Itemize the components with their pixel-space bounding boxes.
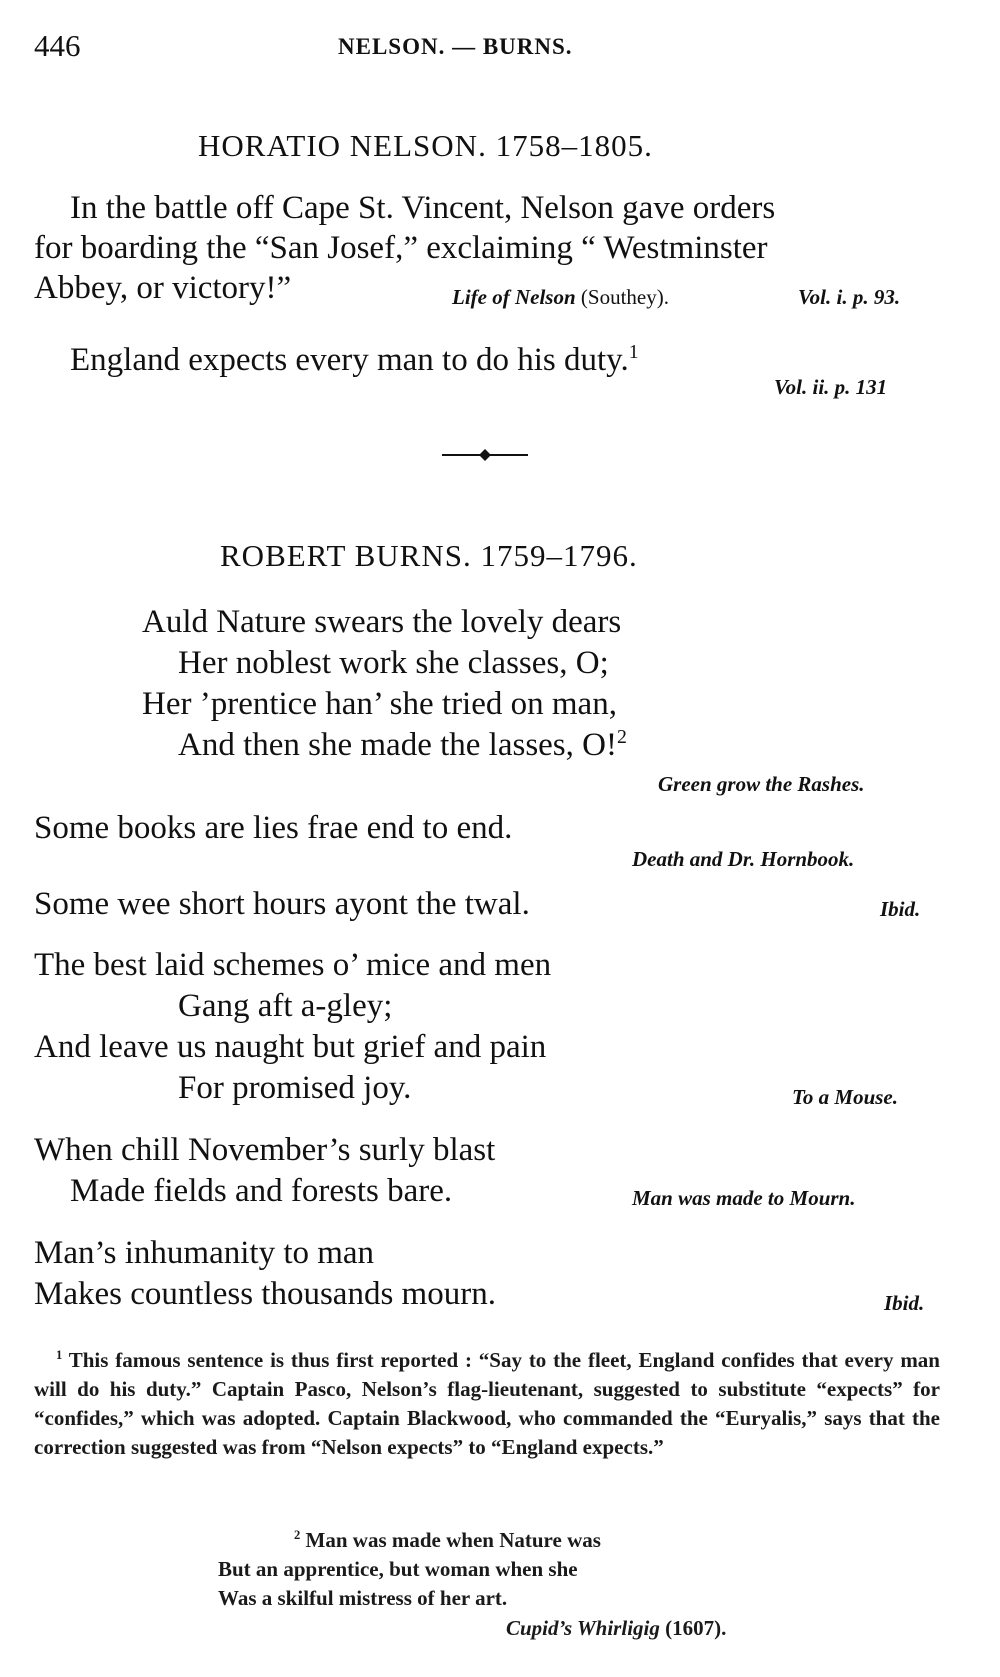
- footnote-2-citation: [506, 1614, 726, 1643]
- burns-q1-line4: [178, 725, 627, 765]
- ornamental-divider: [440, 448, 530, 462]
- footnote-2-line2: But an apprentice, but woman when she: [218, 1557, 578, 1581]
- burns-q1-line4-text: And then she made the lasses, O!: [178, 727, 617, 763]
- nelson-para1-reference: Vol. i. p. 93.: [798, 285, 901, 309]
- burns-q4-line3: And leave us naught but grief and pain: [34, 1029, 547, 1065]
- burns-q5-line2: Made fields and forests bare.: [70, 1173, 453, 1209]
- burns-q3-citation: Ibid.: [880, 897, 921, 921]
- burns-q2-citation: Death and Dr. Hornbook.: [632, 847, 855, 871]
- burns-q5-citation: Man was made to Mourn.: [632, 1186, 856, 1210]
- nelson-para1-line2: for boarding the “San Josef,” exclaiming “ Westminster: [34, 230, 768, 266]
- footnote-2-mark: 2: [294, 1528, 301, 1542]
- section-heading-burns: ROBERT BURNS. 1759–1796.: [220, 538, 638, 573]
- burns-q4-line1: The best laid schemes o’ mice and men: [34, 947, 552, 983]
- burns-q1-line3: Her ’prentice han’ she tried on man,: [142, 686, 617, 722]
- section-heading-nelson: HORATIO NELSON. 1758–1805.: [198, 128, 653, 163]
- burns-q2: Some books are lies frae end to end.: [34, 810, 513, 846]
- burns-q6-citation: Ibid.: [884, 1291, 925, 1315]
- footnote-2-cite-title: Cupid’s Whirligig: [506, 1616, 660, 1640]
- footnote-marker-1: 1: [628, 341, 639, 363]
- nelson-para1-line3: Abbey, or victory!”: [34, 270, 292, 306]
- cite-author: (Southey).: [580, 285, 669, 309]
- burns-q4-line4: For promised joy.: [178, 1070, 412, 1106]
- burns-q5-line1: When chill November’s surly blast: [34, 1132, 496, 1168]
- cite-title: Life of Nelson: [452, 285, 576, 309]
- burns-q1-line2: Her noblest work she classes, O;: [178, 645, 609, 681]
- footnote-1-text: This famous sentence is thus first reported : “Say to the fleet, England confides that every man will do his duty.” Captain Pasco, Nelson’s flag-lieutenant, suggested to substitute “expects” for “confides,” which was adopted. Captain Blackwood, who commanded the “Euryalis,” says that the correction suggested was from “Nelson expects” to “England expects.”: [34, 1348, 940, 1459]
- burns-q1-citation: Green grow the Rashes.: [658, 772, 865, 796]
- footnote-1-mark: 1: [56, 1348, 63, 1362]
- burns-q6-line1: Man’s inhumanity to man: [34, 1235, 375, 1271]
- footnote-1: [34, 1346, 940, 1462]
- footnote-2-line1-text: Man was made when Nature was: [305, 1528, 601, 1552]
- burns-q6-line2: Makes countless thousands mourn.: [34, 1276, 496, 1312]
- running-title: NELSON. — BURNS.: [338, 34, 573, 59]
- nelson-para2-reference: Vol. ii. p. 131: [774, 375, 888, 399]
- nelson-para2: [70, 340, 639, 380]
- footnote-2-cite-year: (1607).: [665, 1616, 727, 1640]
- burns-q4-citation: To a Mouse.: [792, 1085, 898, 1109]
- burns-q1-line1: Auld Nature swears the lovely dears: [142, 604, 622, 640]
- footnote-2-line3: Was a skilful mistress of her art.: [218, 1586, 508, 1610]
- page-number: 446: [34, 28, 81, 63]
- burns-q4-line2: Gang aft a-gley;: [178, 988, 393, 1024]
- footnote-marker-2: 2: [616, 726, 627, 748]
- footnote-2-line1: [294, 1526, 601, 1555]
- burns-q3: Some wee short hours ayont the twal.: [34, 886, 530, 922]
- nelson-para1-line1: In the battle off Cape St. Vincent, Nelson gave orders: [70, 190, 776, 226]
- nelson-para2-text: England expects every man to do his duty.: [70, 342, 629, 378]
- nelson-para1-citation: [452, 285, 669, 310]
